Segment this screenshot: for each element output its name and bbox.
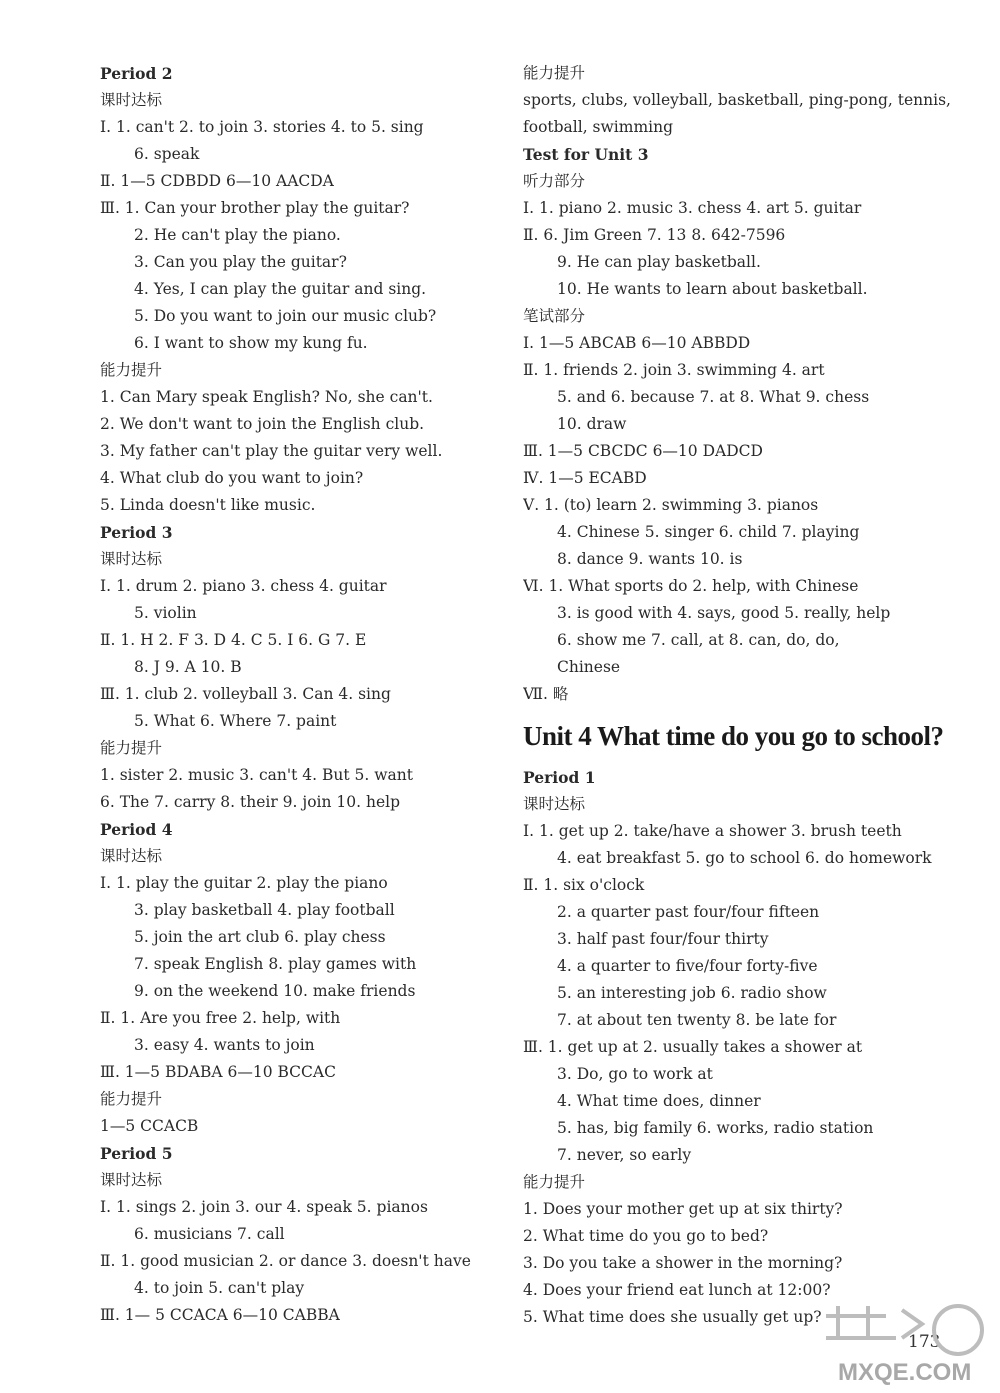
- left-answer-line: 6. The 7. carry 8. their 9. join 10. help: [100, 793, 401, 811]
- watermark-text: MXQE.COM: [838, 1359, 972, 1386]
- left-answer-line-indented: 4. to join 5. can't play: [134, 1279, 305, 1297]
- left-answer-line-indented: 6. musicians 7. call: [134, 1225, 285, 1243]
- left-subsection-label: 能力提升: [100, 1090, 163, 1108]
- right-answer-line-indented: 5. an interesting job 6. radio show: [557, 984, 827, 1002]
- left-answer-line-indented: 9. on the weekend 10. make friends: [134, 982, 416, 1000]
- left-answer-line-indented: 5. What 6. Where 7. paint: [134, 712, 337, 730]
- left-answer-line-indented: 5. Do you want to join our music club?: [134, 307, 437, 325]
- left-answer-line: Ⅰ. 1. can't 2. to join 3. stories 4. to 5. sing: [100, 118, 424, 136]
- left-answer-line-indented: 2. He can't play the piano.: [134, 226, 341, 244]
- left-section-heading: Period 3: [100, 523, 173, 542]
- left-answer-line-indented: 7. speak English 8. play games with: [134, 955, 417, 973]
- left-answer-line: Ⅰ. 1. play the guitar 2. play the piano: [100, 874, 388, 892]
- right-answer-line: Ⅱ. 1. friends 2. join 3. swimming 4. art: [523, 361, 825, 379]
- right-answer-line: Ⅴ. 1. (to) learn 2. swimming 3. pianos: [523, 496, 819, 514]
- right-subsection-label: 课时达标: [523, 795, 586, 813]
- right-answer-line-indented: Chinese: [557, 658, 621, 676]
- unit-title: Unit 4 What time do you go to school?: [523, 721, 944, 751]
- watermark-logo: [818, 1298, 994, 1388]
- right-answer-line: Ⅶ. 略: [523, 685, 569, 703]
- right-answer-line: 5. What time does she usually get up?: [523, 1308, 822, 1326]
- right-answer-line: Ⅲ. 1—5 CBCDC 6—10 DADCD: [523, 442, 763, 460]
- right-answer-line: Ⅰ. 1. get up 2. take/have a shower 3. brush teeth: [523, 822, 902, 840]
- left-answer-line-indented: 3. easy 4. wants to join: [134, 1036, 315, 1054]
- left-section-heading: Period 4: [100, 820, 173, 839]
- right-section-heading: Test for Unit 3: [523, 145, 649, 164]
- right-answer-line: Ⅱ. 1. six o'clock: [523, 876, 645, 894]
- left-subsection-label: 课时达标: [100, 847, 163, 865]
- left-answer-line: 2. We don't want to join the English club.: [100, 415, 425, 433]
- right-column: [523, 60, 963, 1331]
- left-answer-line: 1. Can Mary speak English? No, she can't.: [100, 388, 433, 406]
- right-answer-line: Ⅵ. 1. What sports do 2. help, with Chinese: [523, 577, 859, 595]
- left-answer-line-indented: 6. speak: [134, 145, 200, 163]
- left-answer-line: 3. My father can't play the guitar very well.: [100, 442, 443, 460]
- left-subsection-label: 能力提升: [100, 739, 163, 757]
- left-answer-line: Ⅰ. 1. sings 2. join 3. our 4. speak 5. pianos: [100, 1198, 428, 1216]
- right-answer-line-indented: 4. Chinese 5. singer 6. child 7. playing: [557, 523, 860, 541]
- right-answer-line-indented: 10. draw: [557, 415, 627, 433]
- left-answer-line: 4. What club do you want to join?: [100, 469, 364, 487]
- left-answer-line: Ⅱ. 1. Are you free 2. help, with: [100, 1009, 341, 1027]
- page-number: 173: [908, 1332, 941, 1352]
- left-subsection-label: 能力提升: [100, 361, 163, 379]
- left-answer-line: Ⅰ. 1. drum 2. piano 3. chess 4. guitar: [100, 577, 387, 595]
- right-answer-line-indented: 4. a quarter to five/four forty-five: [557, 957, 818, 975]
- left-answer-line: Ⅱ. 1—5 CDBDD 6—10 AACDA: [100, 172, 334, 190]
- right-subsection-label: 笔试部分: [523, 307, 586, 325]
- right-answer-line-indented: 5. and 6. because 7. at 8. What 9. chess: [557, 388, 870, 406]
- left-answer-line-indented: 3. Can you play the guitar?: [134, 253, 347, 271]
- right-answer-line-indented: 9. He can play basketball.: [557, 253, 761, 271]
- right-answer-line-indented: 5. has, big family 6. works, radio station: [557, 1119, 874, 1137]
- left-subsection-label: 课时达标: [100, 550, 163, 568]
- right-subsection-label: 能力提升: [523, 1173, 586, 1191]
- right-subsection-label: 听力部分: [523, 172, 586, 190]
- right-answer-line: 4. Does your friend eat lunch at 12:00?: [523, 1281, 831, 1299]
- right-answer-line: 1. Does your mother get up at six thirty?: [523, 1200, 843, 1218]
- left-answer-line: Ⅲ. 1— 5 CCACA 6—10 CABBA: [100, 1306, 340, 1324]
- right-answer-line-indented: 7. at about ten twenty 8. be late for: [557, 1011, 837, 1029]
- left-subsection-label: 课时达标: [100, 1171, 163, 1189]
- right-answer-line: football, swimming: [523, 118, 673, 136]
- left-answer-line: Ⅲ. 1. club 2. volleyball 3. Can 4. sing: [100, 685, 391, 703]
- left-answer-line-indented: 5. violin: [134, 604, 197, 622]
- right-answer-line: 2. What time do you go to bed?: [523, 1227, 769, 1245]
- right-answer-line-indented: 8. dance 9. wants 10. is: [557, 550, 743, 568]
- right-answer-line-indented: 7. never, so early: [557, 1146, 692, 1164]
- right-answer-line-indented: 4. eat breakfast 5. go to school 6. do homework: [557, 849, 932, 867]
- right-answer-line: Ⅳ. 1—5 ECABD: [523, 469, 647, 487]
- left-subsection-label: 课时达标: [100, 91, 163, 109]
- left-section-heading: Period 5: [100, 1144, 173, 1163]
- right-answer-line-indented: 3. is good with 4. says, good 5. really, help: [557, 604, 891, 622]
- right-answer-line-indented: 3. half past four/four thirty: [557, 930, 769, 948]
- right-answer-line: Ⅱ. 6. Jim Green 7. 13 8. 642-7596: [523, 226, 786, 244]
- left-answer-line-indented: 5. join the art club 6. play chess: [134, 928, 386, 946]
- left-answer-line: 5. Linda doesn't like music.: [100, 496, 316, 514]
- right-subsection-label: 能力提升: [523, 64, 586, 82]
- left-answer-line: Ⅲ. 1—5 BDABA 6—10 BCCAC: [100, 1063, 336, 1081]
- right-answer-line-indented: 6. show me 7. call, at 8. can, do, do,: [557, 631, 840, 649]
- left-answer-line-indented: 3. play basketball 4. play football: [134, 901, 395, 919]
- left-answer-line: 1—5 CCACB: [100, 1117, 199, 1135]
- left-answer-line: Ⅱ. 1. H 2. F 3. D 4. C 5. I 6. G 7. E: [100, 631, 367, 649]
- left-answer-line-indented: 8. J 9. A 10. B: [134, 658, 242, 676]
- right-answer-line: sports, clubs, volleyball, basketball, ping-pong, tennis,: [523, 91, 951, 109]
- left-section-heading: Period 2: [100, 64, 173, 83]
- right-answer-line: Ⅰ. 1. piano 2. music 3. chess 4. art 5. guitar: [523, 199, 862, 217]
- left-column: [100, 60, 510, 1329]
- right-answer-line-indented: 4. What time does, dinner: [557, 1092, 761, 1110]
- right-answer-line: Ⅰ. 1—5 ABCAB 6—10 ABBDD: [523, 334, 751, 352]
- right-answer-line: Ⅲ. 1. get up at 2. usually takes a shower at: [523, 1038, 863, 1056]
- left-answer-line: 1. sister 2. music 3. can't 4. But 5. want: [100, 766, 413, 784]
- left-answer-line: Ⅱ. 1. good musician 2. or dance 3. doesn't have: [100, 1252, 471, 1270]
- right-answer-line-indented: 3. Do, go to work at: [557, 1065, 713, 1083]
- left-answer-line-indented: 6. I want to show my kung fu.: [134, 334, 368, 352]
- left-answer-line: Ⅲ. 1. Can your brother play the guitar?: [100, 199, 410, 217]
- right-section-heading: Period 1: [523, 768, 596, 787]
- right-answer-line-indented: 10. He wants to learn about basketball.: [557, 280, 868, 298]
- left-answer-line-indented: 4. Yes, I can play the guitar and sing.: [134, 280, 427, 298]
- right-answer-line-indented: 2. a quarter past four/four fifteen: [557, 903, 820, 921]
- right-answer-line: 3. Do you take a shower in the morning?: [523, 1254, 843, 1272]
